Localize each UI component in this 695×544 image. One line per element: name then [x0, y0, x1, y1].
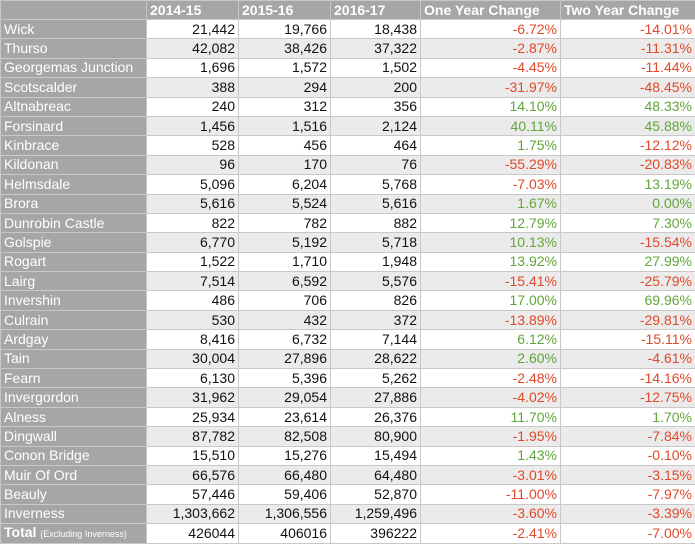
one-year-change: -3.60% — [421, 504, 561, 523]
value-2015-16: 6,204 — [239, 175, 331, 194]
value-2014-15: 822 — [147, 213, 239, 232]
value-2014-15: 240 — [147, 97, 239, 116]
two-year-change: -12.12% — [561, 136, 695, 155]
table-row — [1, 388, 695, 407]
value-2016-17: 1,502 — [331, 58, 421, 77]
table-row — [1, 252, 695, 271]
one-year-change: -55.29% — [421, 155, 561, 174]
header-one-year-change: One Year Change — [421, 1, 561, 20]
station-name: Beauly — [1, 485, 147, 504]
value-2016-17: 80,900 — [331, 427, 421, 446]
value-2015-16: 294 — [239, 78, 331, 97]
table-row — [1, 233, 695, 252]
one-year-change: -6.72% — [421, 20, 561, 39]
value-2016-17: 5,262 — [331, 369, 421, 388]
station-name: Conon Bridge — [1, 446, 147, 465]
value-2014-15: 31,962 — [147, 388, 239, 407]
value-2015-16: 1,710 — [239, 252, 331, 271]
table-row — [1, 175, 695, 194]
two-year-change: -3.15% — [561, 465, 695, 484]
value-2014-15: 30,004 — [147, 349, 239, 368]
value-2014-15: 388 — [147, 78, 239, 97]
value-2015-16: 15,276 — [239, 446, 331, 465]
one-year-change: 1.67% — [421, 194, 561, 213]
value-2015-16: 432 — [239, 310, 331, 329]
total-note: (Excluding Inverness) — [40, 529, 127, 539]
table-row — [1, 39, 695, 58]
value-2015-16: 5,524 — [239, 194, 331, 213]
one-year-change: 40.11% — [421, 116, 561, 135]
two-year-change: 7.30% — [561, 213, 695, 232]
two-year-change: -7.97% — [561, 485, 695, 504]
value-2015-16: 782 — [239, 213, 331, 232]
value-2014-15: 21,442 — [147, 20, 239, 39]
one-year-change: -3.01% — [421, 465, 561, 484]
station-name: Kildonan — [1, 155, 147, 174]
station-name: Lairg — [1, 272, 147, 291]
one-year-change: -15.41% — [421, 272, 561, 291]
two-year-change: 27.99% — [561, 252, 695, 271]
one-year-change: -4.45% — [421, 58, 561, 77]
value-2016-17: 882 — [331, 213, 421, 232]
two-year-change: -11.44% — [561, 58, 695, 77]
one-year-change: -7.03% — [421, 175, 561, 194]
one-year-change: -11.00% — [421, 485, 561, 504]
table-row — [1, 213, 695, 232]
value-2014-15: 7,514 — [147, 272, 239, 291]
value-2016-17: 64,480 — [331, 465, 421, 484]
total-2016-17: 396222 — [331, 524, 421, 544]
header-2016-17: 2016-17 — [331, 1, 421, 20]
value-2014-15: 1,522 — [147, 252, 239, 271]
total-2014-15: 426044 — [147, 524, 239, 544]
value-2015-16: 19,766 — [239, 20, 331, 39]
value-2016-17: 1,259,496 — [331, 504, 421, 523]
station-name: Inverness — [1, 504, 147, 523]
one-year-change: -2.48% — [421, 369, 561, 388]
value-2014-15: 6,770 — [147, 233, 239, 252]
value-2014-15: 1,696 — [147, 58, 239, 77]
one-year-change: -4.02% — [421, 388, 561, 407]
value-2016-17: 7,144 — [331, 330, 421, 349]
station-name: Wick — [1, 20, 147, 39]
two-year-change: -29.81% — [561, 310, 695, 329]
one-year-change: 11.70% — [421, 407, 561, 426]
two-year-change: -11.31% — [561, 39, 695, 58]
total-two-year-change: -7.00% — [561, 524, 695, 544]
value-2016-17: 200 — [331, 78, 421, 97]
value-2016-17: 5,616 — [331, 194, 421, 213]
value-2014-15: 486 — [147, 291, 239, 310]
table-row — [1, 272, 695, 291]
table-row — [1, 310, 695, 329]
value-2014-15: 1,456 — [147, 116, 239, 135]
value-2016-17: 826 — [331, 291, 421, 310]
one-year-change: 10.13% — [421, 233, 561, 252]
two-year-change: 48.33% — [561, 97, 695, 116]
one-year-change: -1.95% — [421, 427, 561, 446]
table-row — [1, 369, 695, 388]
value-2014-15: 6,130 — [147, 369, 239, 388]
value-2015-16: 59,406 — [239, 485, 331, 504]
value-2014-15: 8,416 — [147, 330, 239, 349]
station-name: Invergordon — [1, 388, 147, 407]
station-name: Culrain — [1, 310, 147, 329]
one-year-change: 12.79% — [421, 213, 561, 232]
two-year-change: -12.75% — [561, 388, 695, 407]
value-2015-16: 5,396 — [239, 369, 331, 388]
value-2015-16: 170 — [239, 155, 331, 174]
two-year-change: -14.01% — [561, 20, 695, 39]
one-year-change: 1.75% — [421, 136, 561, 155]
two-year-change: 45.88% — [561, 116, 695, 135]
table-row — [1, 330, 695, 349]
value-2016-17: 5,718 — [331, 233, 421, 252]
value-2015-16: 1,572 — [239, 58, 331, 77]
value-2016-17: 1,948 — [331, 252, 421, 271]
station-name: Altnabreac — [1, 97, 147, 116]
value-2016-17: 26,376 — [331, 407, 421, 426]
table-row — [1, 485, 695, 504]
one-year-change: 1.43% — [421, 446, 561, 465]
header-row — [1, 1, 695, 20]
value-2015-16: 6,592 — [239, 272, 331, 291]
value-2014-15: 25,934 — [147, 407, 239, 426]
station-name: Tain — [1, 349, 147, 368]
total-one-year-change: -2.41% — [421, 524, 561, 544]
value-2015-16: 82,508 — [239, 427, 331, 446]
one-year-change: -13.89% — [421, 310, 561, 329]
station-name: Invershin — [1, 291, 147, 310]
value-2016-17: 2,124 — [331, 116, 421, 135]
station-name: Dunrobin Castle — [1, 213, 147, 232]
station-name: Alness — [1, 407, 147, 426]
value-2015-16: 706 — [239, 291, 331, 310]
table-row — [1, 78, 695, 97]
station-name: Muir Of Ord — [1, 465, 147, 484]
header-station — [1, 1, 147, 20]
total-2015-16: 406016 — [239, 524, 331, 544]
header-2014-15: 2014-15 — [147, 1, 239, 20]
value-2015-16: 23,614 — [239, 407, 331, 426]
station-name: Ardgay — [1, 330, 147, 349]
station-name: Rogart — [1, 252, 147, 271]
table-row — [1, 427, 695, 446]
total-row — [1, 524, 695, 544]
station-name: Fearn — [1, 369, 147, 388]
total-label — [1, 524, 147, 544]
value-2014-15: 57,446 — [147, 485, 239, 504]
table-row — [1, 97, 695, 116]
station-name: Helmsdale — [1, 175, 147, 194]
table-row — [1, 349, 695, 368]
table-row — [1, 504, 695, 523]
two-year-change: -15.54% — [561, 233, 695, 252]
value-2015-16: 38,426 — [239, 39, 331, 58]
header-2015-16: 2015-16 — [239, 1, 331, 20]
table-row — [1, 20, 695, 39]
table-row — [1, 58, 695, 77]
value-2016-17: 37,322 — [331, 39, 421, 58]
value-2016-17: 356 — [331, 97, 421, 116]
header-two-year-change: Two Year Change — [561, 1, 695, 20]
value-2015-16: 5,192 — [239, 233, 331, 252]
two-year-change: 0.00% — [561, 194, 695, 213]
station-name: Dingwall — [1, 427, 147, 446]
value-2016-17: 27,886 — [331, 388, 421, 407]
value-2014-15: 5,096 — [147, 175, 239, 194]
table-row — [1, 465, 695, 484]
value-2016-17: 28,622 — [331, 349, 421, 368]
one-year-change: 6.12% — [421, 330, 561, 349]
value-2014-15: 1,303,662 — [147, 504, 239, 523]
value-2015-16: 29,054 — [239, 388, 331, 407]
two-year-change: 1.70% — [561, 407, 695, 426]
value-2016-17: 18,438 — [331, 20, 421, 39]
value-2014-15: 530 — [147, 310, 239, 329]
station-name: Brora — [1, 194, 147, 213]
one-year-change: -31.97% — [421, 78, 561, 97]
value-2015-16: 312 — [239, 97, 331, 116]
table-row — [1, 116, 695, 135]
value-2014-15: 15,510 — [147, 446, 239, 465]
two-year-change: -14.16% — [561, 369, 695, 388]
table-row — [1, 291, 695, 310]
value-2016-17: 15,494 — [331, 446, 421, 465]
value-2015-16: 1,306,556 — [239, 504, 331, 523]
station-name: Georgemas Junction — [1, 58, 147, 77]
value-2016-17: 372 — [331, 310, 421, 329]
two-year-change: -15.11% — [561, 330, 695, 349]
value-2016-17: 5,768 — [331, 175, 421, 194]
station-name: Kinbrace — [1, 136, 147, 155]
value-2016-17: 464 — [331, 136, 421, 155]
table-row — [1, 136, 695, 155]
station-name: Golspie — [1, 233, 147, 252]
table-row — [1, 407, 695, 426]
two-year-change: -0.10% — [561, 446, 695, 465]
table-row — [1, 194, 695, 213]
value-2016-17: 52,870 — [331, 485, 421, 504]
station-name: Thurso — [1, 39, 147, 58]
value-2015-16: 66,480 — [239, 465, 331, 484]
two-year-change: -4.61% — [561, 349, 695, 368]
value-2014-15: 87,782 — [147, 427, 239, 446]
station-name: Scotscalder — [1, 78, 147, 97]
value-2014-15: 5,616 — [147, 194, 239, 213]
value-2016-17: 5,576 — [331, 272, 421, 291]
one-year-change: 14.10% — [421, 97, 561, 116]
value-2016-17: 76 — [331, 155, 421, 174]
value-2014-15: 42,082 — [147, 39, 239, 58]
value-2015-16: 456 — [239, 136, 331, 155]
two-year-change: -3.39% — [561, 504, 695, 523]
two-year-change: 13.19% — [561, 175, 695, 194]
station-name: Forsinard — [1, 116, 147, 135]
value-2014-15: 66,576 — [147, 465, 239, 484]
one-year-change: 17.00% — [421, 291, 561, 310]
two-year-change: -48.45% — [561, 78, 695, 97]
value-2014-15: 528 — [147, 136, 239, 155]
value-2014-15: 96 — [147, 155, 239, 174]
two-year-change: -7.84% — [561, 427, 695, 446]
table-row — [1, 155, 695, 174]
value-2015-16: 1,516 — [239, 116, 331, 135]
one-year-change: 2.60% — [421, 349, 561, 368]
value-2015-16: 27,896 — [239, 349, 331, 368]
two-year-change: -20.83% — [561, 155, 695, 174]
one-year-change: 13.92% — [421, 252, 561, 271]
one-year-change: -2.87% — [421, 39, 561, 58]
two-year-change: -25.79% — [561, 272, 695, 291]
two-year-change: 69.96% — [561, 291, 695, 310]
table-row — [1, 446, 695, 465]
total-label-text: Total — [4, 524, 36, 540]
value-2015-16: 6,732 — [239, 330, 331, 349]
